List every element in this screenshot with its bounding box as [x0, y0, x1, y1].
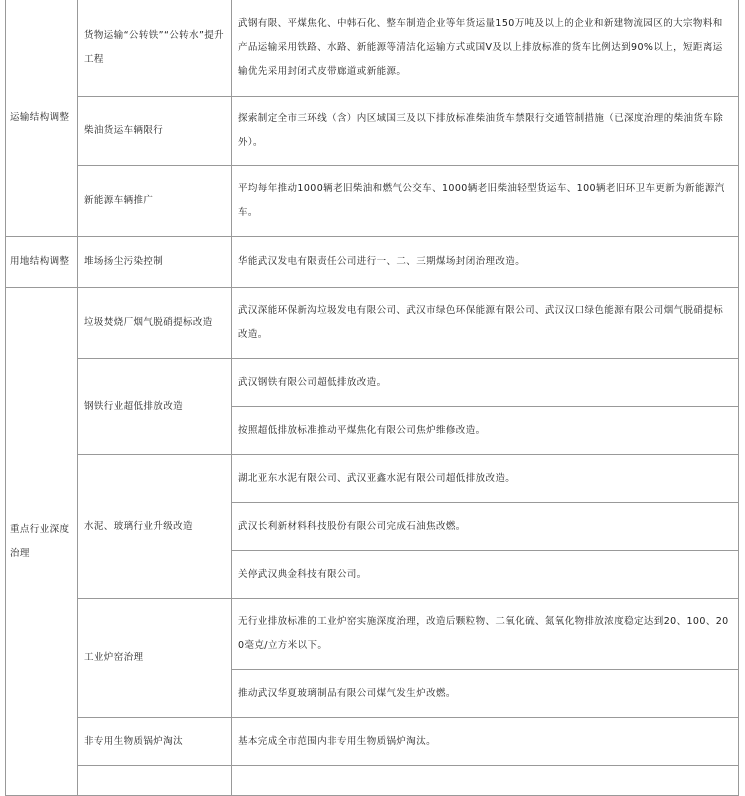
detail-cell: 关停武汉典金科技有限公司。: [232, 551, 739, 599]
task-cell: 钢铁行业超低排放改造: [78, 359, 232, 455]
detail-cell: 武钢有限、平煤焦化、中韩石化、整车制造企业等年货运量150万吨及以上的企业和新建物流园区的大宗物料和产品运输采用铁路、水路、新能源等清洁化运输方式或国Ⅴ及以上排放标准的货车比例达到90%以上，短距离运输优先采用封闭式皮带廊道或新能源。: [232, 0, 739, 97]
task-cell: 货物运输“公转铁”“公转水”提升工程: [78, 0, 232, 97]
table-row: [6, 166, 739, 237]
governance-table: [5, 0, 739, 796]
table-row: [6, 718, 739, 766]
detail-cell: [232, 766, 739, 796]
table-row: [6, 766, 739, 796]
detail-cell: 武汉深能环保新沟垃圾发电有限公司、武汉市绿色环保能源有限公司、武汉汉口绿色能源有限公司烟气脱硝提标改造。: [232, 288, 739, 359]
task-cell: 工业炉窑治理: [78, 599, 232, 718]
table-row: [6, 0, 739, 97]
detail-cell: 推动武汉华夏玻璃制品有限公司煤气发生炉改燃。: [232, 670, 739, 718]
category-cell: 重点行业深度治理: [6, 288, 78, 796]
detail-cell: 无行业排放标准的工业炉窑实施深度治理，改造后颗粒物、二氧化硫、氮氧化物排放浓度稳定达到20、100、200毫克/立方米以下。: [232, 599, 739, 670]
task-cell: 水泥、玻璃行业升级改造: [78, 455, 232, 599]
detail-cell: 武汉钢铁有限公司超低排放改造。: [232, 359, 739, 407]
detail-cell: 探索制定全市三环线（含）内区域国三及以下排放标准柴油货车禁限行交通管制措施（已深度治理的柴油货车除外）。: [232, 97, 739, 166]
table-row: [6, 288, 739, 359]
detail-cell: 武汉长利新材料科技股份有限公司完成石油焦改燃。: [232, 503, 739, 551]
table-row: [6, 237, 739, 288]
table-row: [6, 455, 739, 503]
task-cell: 堆场扬尘污染控制: [78, 237, 232, 288]
detail-cell: 基本完成全市范围内非专用生物质锅炉淘汰。: [232, 718, 739, 766]
category-cell: 用地结构调整: [6, 237, 78, 288]
table-row: [6, 359, 739, 407]
detail-cell: 湖北亚东水泥有限公司、武汉亚鑫水泥有限公司超低排放改造。: [232, 455, 739, 503]
detail-cell: 华能武汉发电有限责任公司进行一、二、三期煤场封闭治理改造。: [232, 237, 739, 288]
task-cell: [78, 766, 232, 796]
detail-cell: 按照超低排放标准推动平煤焦化有限公司焦炉维修改造。: [232, 407, 739, 455]
table-row: [6, 599, 739, 670]
task-cell: 柴油货运车辆限行: [78, 97, 232, 166]
task-cell: 新能源车辆推广: [78, 166, 232, 237]
table-row: [6, 97, 739, 166]
detail-cell: 平均每年推动1000辆老旧柴油和燃气公交车、1000辆老旧柴油轻型货运车、100辆老旧环卫车更新为新能源汽车。: [232, 166, 739, 237]
task-cell: 非专用生物质锅炉淘汰: [78, 718, 232, 766]
task-cell: 垃圾焚烧厂烟气脱硝提标改造: [78, 288, 232, 359]
category-cell: 运输结构调整: [6, 0, 78, 237]
